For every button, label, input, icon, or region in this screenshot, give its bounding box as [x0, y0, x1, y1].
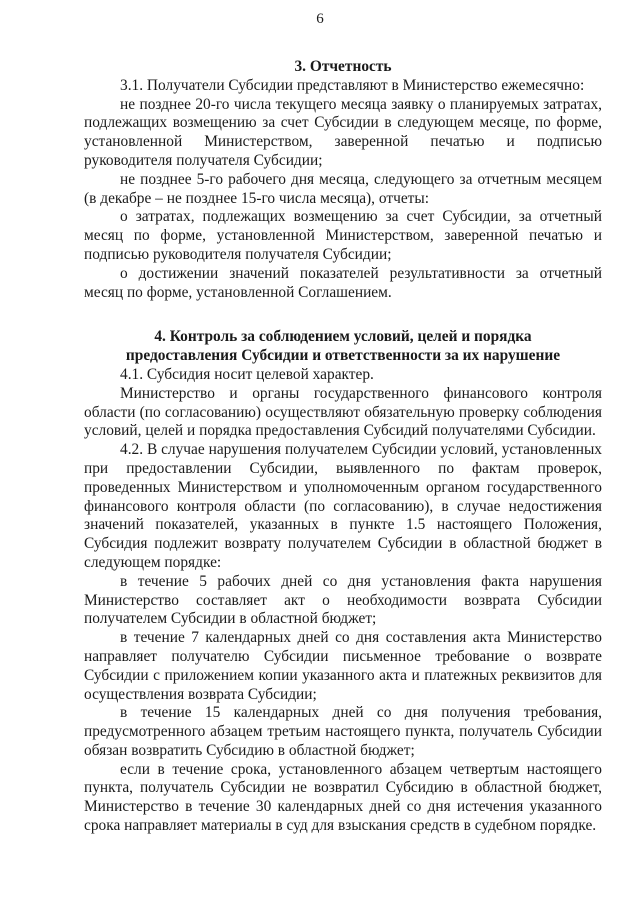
paragraph-3-1: 3.1. Получатели Субсидии представляют в Министерство ежемесячно:: [120, 76, 585, 94]
paragraph-3-1-a: не позднее 20-го числа текущего месяца заявку о планируемых затратах, подлежащих возмещению за счет Субсидии в следующем месяце, по форме, установленной Министерством, заверенной печатью и подписью руководителя получателя Субсидии;: [84, 95, 602, 169]
paragraph-4-2-step-2: в течение 7 календарных дней со дня составления акта Министерство направляет получателю Субсидии письменное требование о возврате Субсидии с приложением копии указанного акта и платежных реквизитов для осуществления возврата Субсидии;: [84, 629, 602, 703]
paragraph-3-1-b-2: о достижении значений показателей результативности за отчетный месяц по форме, установленной Соглашением.: [84, 264, 602, 301]
paragraph-4-2: 4.2. В случае нарушения получателем Субсидии условий, установленных при предоставлении Субсидии, выявленного по фактам проверок, проведенных Министерством и уполномоченным органом государственного финансового контроля области (по согласованию), в случае недостижения значений показателей, указанных в пункте 1.5 настоящего Положения, Субсидия подлежит возврату получателем Субсидии в областной бюджет в следующем порядке:: [84, 441, 602, 571]
section-4-heading-line-2: предоставления Субсидии и ответственности за их нарушение: [125, 347, 561, 365]
paragraph-4-1: 4.1. Субсидия носит целевой характер.: [120, 365, 374, 383]
page-number: 6: [316, 11, 324, 27]
section-gap: [84, 302, 602, 328]
paragraph-4-1-control: Министерство и органы государственного финансового контроля области (по согласованию) осуществляют обязательную проверку соблюдения условий, целей и порядка предоставления Субсидий получателями Субсидии.: [84, 384, 602, 440]
document-body: [84, 58, 602, 836]
section-3-heading: 3. Отчетность: [294, 58, 392, 75]
section-4-heading-line-1: 4. Контроль за соблюдением условий, целей и порядка: [154, 328, 532, 346]
paragraph-4-2-step-3: в течение 15 календарных дней со дня получения требования, предусмотренного абзацем третьим настоящего пункта, получатель Субсидии обязан возвратить Субсидию в областной бюджет;: [84, 704, 602, 759]
paragraph-3-1-b-1: о затратах, подлежащих возмещению за счет Субсидии, за отчетный месяц по форме, установленной Министерством, заверенной печатью и подписью руководителя получателя Субсидии;: [84, 208, 602, 263]
paragraph-3-1-b: не позднее 5-го рабочего дня месяца, следующего за отчетным месяцем (в декабре – не позднее 15-го числа месяца), отчеты:: [84, 170, 602, 207]
paragraph-4-2-step-4: если в течение срока, установленного абзацем четвертым настоящего пункта, получатель Субсидии не возвратил Субсидию в областной бюджет, Министерство в течение 30 календарных дней со дня истечения указанного срока направляет материалы в суд для взыскания средств в судебном порядке.: [84, 760, 602, 835]
paragraph-4-2-step-1: в течение 5 рабочих дней со дня установления факта нарушения Министерство составляет акт о необходимости возврата Субсидии получателем Субсидии в областной бюджет;: [84, 572, 602, 628]
